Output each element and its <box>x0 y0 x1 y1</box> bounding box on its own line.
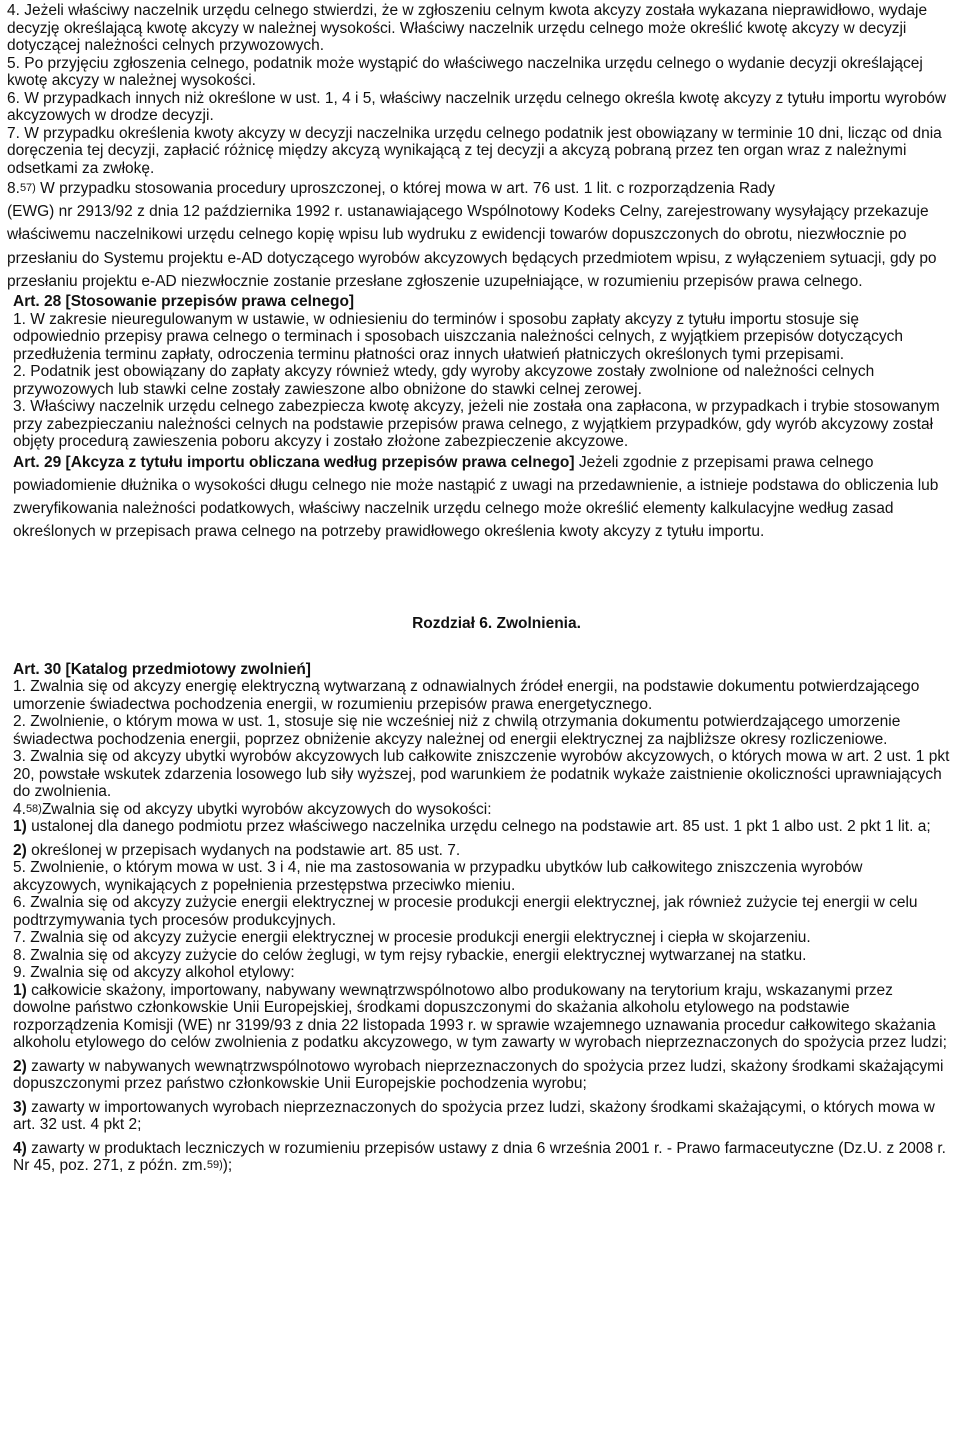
point-text: zawarty w importowanych wyrobach nieprzeznaczonych do spożycia przez ludzi, skażony środkami skażającymi, o których mowa w art. 32 ust. 4 pkt 2; <box>13 1098 935 1134</box>
art-30-para-9-point-4 <box>7 1140 950 1175</box>
para-6: 6. W przypadkach innych niż określone w ust. 1, 4 i 5, właściwy naczelnik urzędu celnego określa kwotę akcyzy z tytułu importu wyrobów akcyzowych w drodze decyzji. <box>7 89 947 124</box>
art-29-title: Art. 29 [Akcyza z tytułu importu obliczana według przepisów prawa celnego] <box>13 453 575 471</box>
art-30-para-9-point-2 <box>7 1058 950 1093</box>
art-30-para-4-number: 4. <box>13 800 26 818</box>
art-30-para-1: 1. Zwalnia się od akcyzy energię elektryczną wytwarzaną z odnawialnych źródeł energii, na podstawie dokumentu potwierdzającego umorzenie świadectwa pochodzenia energii, w rozumieniu przepisów prawa energetycznego. <box>13 678 920 713</box>
art-30-para-2: 2. Zwolnienie, o którym mowa w ust. 1, stosuje się nie wcześniej niż z chwilą otrzymania dokumentu potwierdzającego umorzenie świadectwa pochodzenia energii, poprzez obniżenie akcyzy należnej od energii elektrycznej za najbliższe okresy rozliczeniowe. <box>13 713 901 748</box>
art-30-para-6: 6. Zwalnia się od akcyzy zużycie energii elektrycznej w procesie produkcji energii elektrycznej, jak również zużycie tej energii w celu podtrzymywania tych procesów produkcyjnych. <box>13 894 918 929</box>
art-28-title: Art. 28 [Stosowanie przepisów prawa celnego] <box>13 293 355 311</box>
art-30-para-7: 7. Zwalnia się od akcyzy zużycie energii elektrycznej w procesie produkcji energii elektrycznej i ciepła w skojarzeniu. <box>13 929 811 947</box>
art-30-para-4 <box>7 801 950 819</box>
point-text: całkowicie skażony, importowany, nabywany wewnątrzwspólnotowo albo produkowany na terytorium kraju, wskazanymi przez dowolne państwo członkowskie Unii Europejskiej, środkami dopuszczonymi do skażania alkoholu etylowego na podstawie rozporządzenia Komisji (WE) nr 3199/93 z dnia 22 listopada 1993 r. w sprawie wzajemnego uznawania procedur całkowitego skażania alkoholu etylowego do celów zwolnienia z podatku akcyzowego, w tym zawarty w wyrobach nieprzeznaczonych do spożycia przez ludzi; <box>13 981 947 1052</box>
point-number: 1) <box>13 981 27 999</box>
art-30-para-9: 9. Zwalnia się od akcyzy alkohol etylowy: <box>13 964 295 982</box>
para-5: 5. Po przyjęciu zgłoszenia celnego, podatnik może wystąpić do właściwego naczelnika urzędu celnego o wydanie decyzji określającej kwotę akcyzy w należnej wysokości. <box>7 54 923 89</box>
para-8-number: 8. <box>7 180 20 197</box>
footnote-ref-59: 59) <box>206 1159 223 1172</box>
point-text: zawarty w produktach leczniczych w rozumieniu przepisów ustawy z dnia 6 września 2001 r. - Prawo farmaceutyczne (Dz.U. z 2008 r. Nr 45, poz. 271, z późn. zm. <box>13 1139 946 1175</box>
point-number: 1) <box>13 818 27 836</box>
art-30-para-3: 3. Zwalnia się od akcyzy ubytki wyrobów akcyzowych lub całkowite zniszczenie wyrobów akcyzowych, o których mowa w art. 2 ust. 1 pkt 20, powstałe wskutek zdarzenia losowego lub siły wyższej, pod warunkiem że podatnik wykaże zaistnienie okoliczności uprawniających do zwolnienia. <box>13 748 950 801</box>
art-30-para-5: 5. Zwolnienie, o którym mowa w ust. 3 i 4, nie ma zastosowania w przypadku ubytków lub całkowitego zniszczenia wyrobów akcyzowych, wynikających z popełnienia przestępstwa przeciwko mieniu. <box>13 859 863 894</box>
chapter-title: Rozdział 6. Zwolnienia. <box>412 615 581 633</box>
art-30-para-9-point-3 <box>7 1099 950 1134</box>
art-29-text: Jeżeli zgodnie z przepisami prawa celnego powiadomienie dłużnika o wysokości długu celnego nie może nastąpić z uwagi na przedawnienie, a istnieje podstawa do obliczenia lub zweryfikowania należności podatkowych, właściwy naczelnik urzędu celnego może określić elementy kalkulacyjne według zasad określonych w przepisach prawa celnego na potrzeby prawidłowego określenia kwoty akcyzy z tytułu importu. <box>13 453 939 541</box>
footnote-ref-58: 58) <box>25 802 42 815</box>
art-29 <box>7 451 950 544</box>
footnote-ref-57: 57) <box>19 182 36 194</box>
art-28-para-2: 2. Podatnik jest obowiązany do zapłaty akcyzy również wtedy, gdy wyroby akcyzowe zostały zwolnione od należności celnych przywozowych lub stawki celne zostały zawieszone albo obniżone do stawki celnej zerowej. <box>13 363 875 398</box>
art-30-title: Art. 30 [Katalog przedmiotowy zwolnień] <box>13 660 311 678</box>
art-30-para-4-point-1 <box>7 818 950 836</box>
art-30-para-4-text: Zwalnia się od akcyzy ubytki wyrobów akcyzowych do wysokości: <box>41 800 492 818</box>
point-text: określonej w przepisach wydanych na podstawie art. 85 ust. 7. <box>26 841 461 859</box>
art-30-para-8: 8. Zwalnia się od akcyzy zużycie do celów żeglugi, w tym rejsy rybackie, energii elektrycznej wytwarzanej na statku. <box>13 946 807 964</box>
art-28-para-1: 1. W zakresie nieuregulowanym w ustawie, w odniesieniu do terminów i sposobu zapłaty akcyzy z tytułu importu stosuje się odpowiednio przepisy prawa celnego o terminach i sposobach uiszczania należności celnych, z wyjątkiem przepisów dotyczących przedłużenia terminu zapłaty, odroczenia terminu płatności oraz innych ułatwień płatniczych określonych tymi przepisami. <box>13 310 903 363</box>
art-30-para-4-point-2 <box>7 842 950 860</box>
para-7: 7. W przypadku określenia kwoty akcyzy w decyzji naczelnika urzędu celnego podatnik jest obowiązany w terminie 10 dni, licząc od dnia doręczenia tej decyzji, zapłacić różnicę między akcyzą wynikającą z tej decyzji a akcyzą pobraną przez ten organ wraz z należnymi odsetkami za zwłokę. <box>7 124 942 177</box>
point-number: 3) <box>13 1098 27 1116</box>
art-28-para-3: 3. Właściwy naczelnik urzędu celnego zabezpiecza kwotę akcyzy, jeżeli nie została ona zapłacona, w przypadkach i trybie stosowanym przy zabezpieczaniu należności celnych na podstawie przepisów prawa celnego, z wyjątkiem przypadków, gdy wyrób akcyzowy został objęty procedurą zawieszenia poboru akcyzy i zostało złożone zabezpieczenie akcyzowe. <box>13 398 940 451</box>
point-number: 2) <box>13 1057 27 1075</box>
point-text: zawarty w nabywanych wewnątrzwspólnotowo wyrobach nieprzeznaczonych do spożycia przez ludzi, skażony środkami skażającymi dopuszczonymi przez państwo członkowskie Unii Europejskie pochodzenia wyrobu; <box>13 1057 944 1093</box>
point-text-end: ); <box>222 1157 233 1175</box>
para-8-first-line: W przypadku stosowania procedury uproszczonej, o której mowa w art. 76 ust. 1 lit. c rozporządzenia Rady <box>35 180 776 197</box>
para-8-rest: (EWG) nr 2913/92 z dnia 12 października 1992 r. ustanawiającego Wspólnotowy Kodeks Celny, zarejestrowany wysyłający przekazuje właściwemu naczelnikowi urzędu celnego kopię wpisu lub wydruku z ewidencji towarów dopuszczonych do obrotu, niezwłocznie po przesłaniu do Systemu projektu e-AD dotyczącego wyrobów akcyzowych będących przedmiotem wpisu, z wyłączeniem sytuacji, gdy po przesłaniu projektu e-AD niezwłocznie zostanie przesłane zgłoszenie uzupełniające, w rozumieniu przepisów prawa celnego. <box>7 203 937 290</box>
para-4: 4. Jeżeli właściwy naczelnik urzędu celnego stwierdzi, że w zgłoszeniu celnym kwota akcyzy została wykazana nieprawidłowo, wydaje decyzję określającą kwotę akcyzy w należnej wysokości. Właściwy naczelnik urzędu celnego może określić kwotę akcyzy w decyzji dotyczącej należności celnych przywozowych. <box>7 2 928 54</box>
point-number: 2) <box>13 841 27 859</box>
point-text: ustalonej dla danego podmiotu przez właściwego naczelnika urzędu celnego na podstawie art. 85 ust. 1 pkt 1 albo ust. 2 pkt 1 lit. a; <box>26 818 931 836</box>
art-30-para-9-point-1 <box>7 982 950 1052</box>
para-8 <box>7 177 950 293</box>
point-number: 4) <box>13 1139 27 1157</box>
